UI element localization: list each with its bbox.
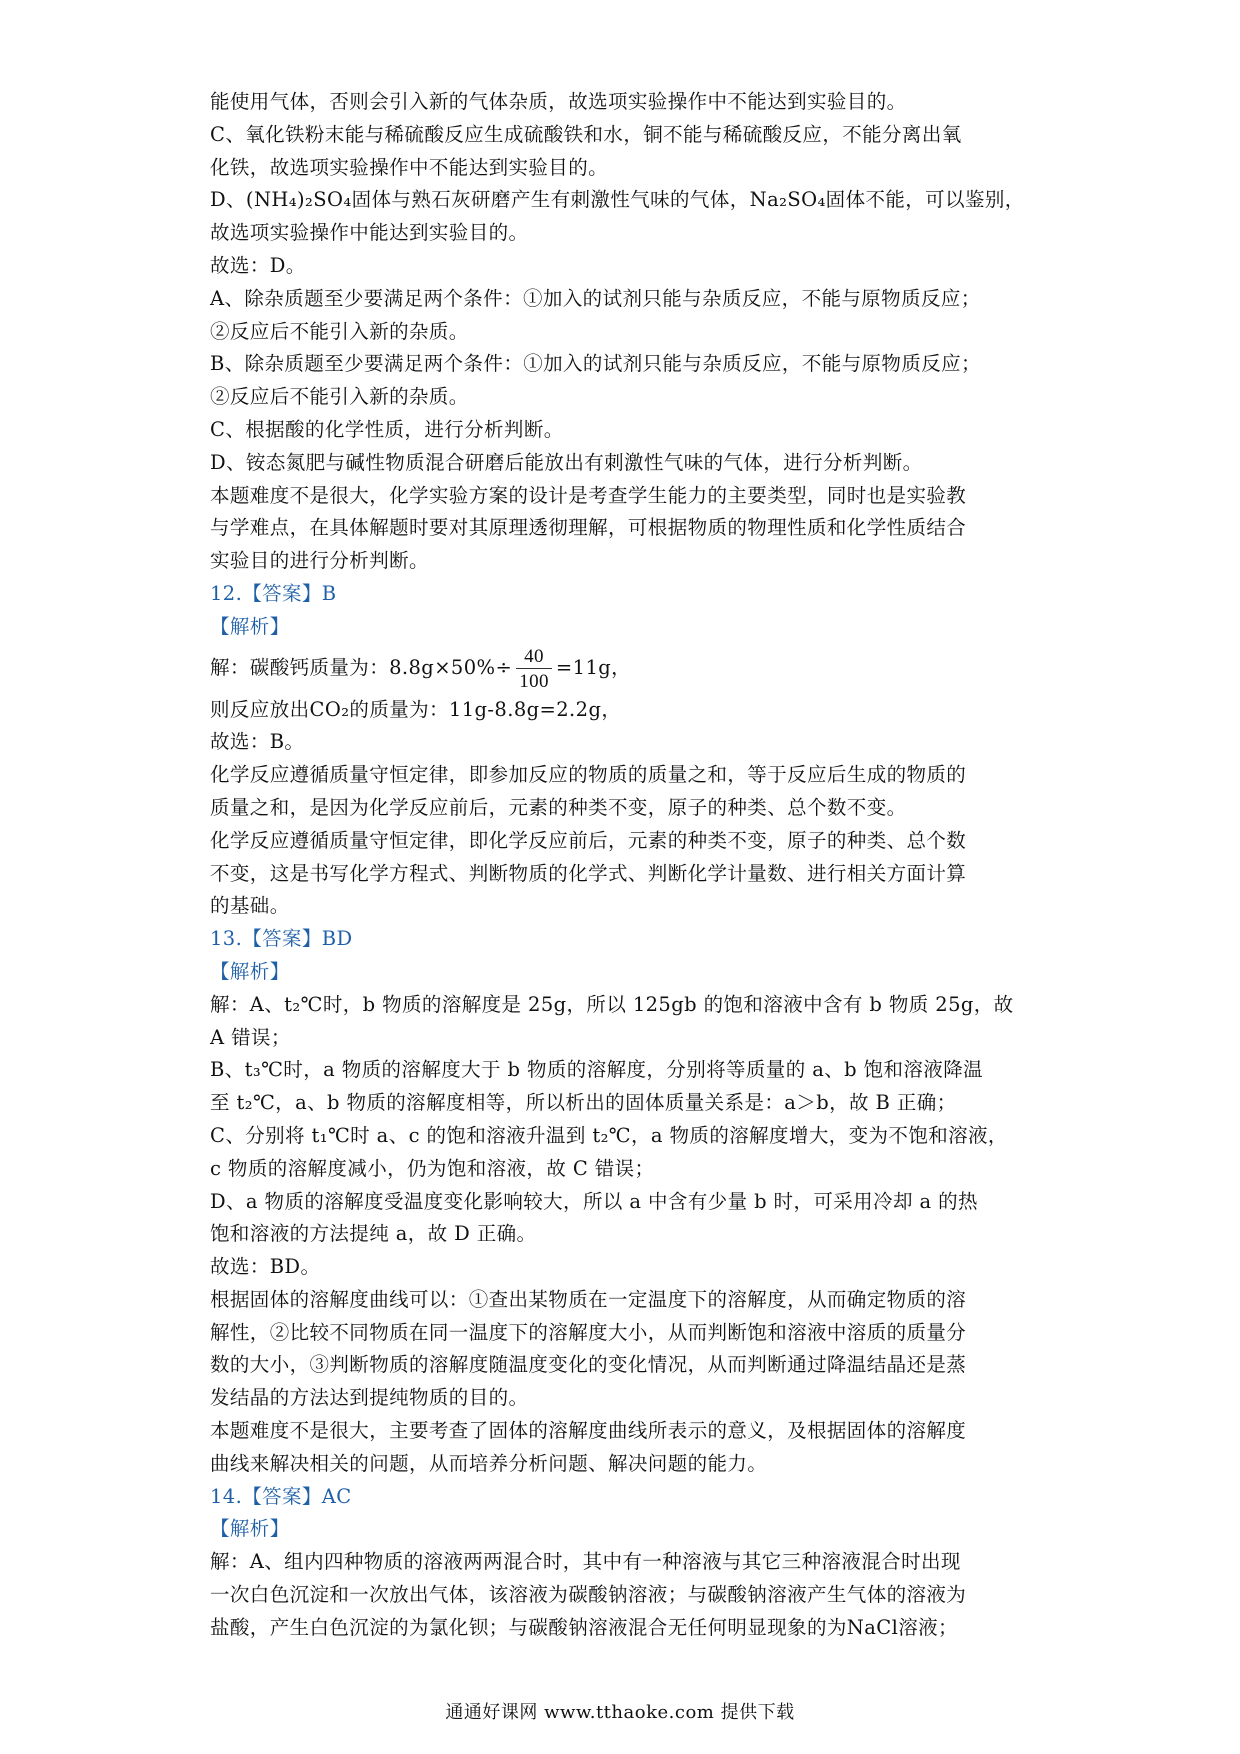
text-line: 化学反应遵循质量守恒定律，即化学反应前后，元素的种类不变，原子的种类、总个数	[210, 828, 967, 852]
text-line: D、a 物质的溶解度受温度变化影响较大，所以 a 中含有少量 b 时，可采用冷却 a 的热	[210, 1189, 978, 1213]
text-line: 曲线来解决相关的问题，从而培养分析问题、解决问题的能力。	[210, 1451, 768, 1475]
text-line: 根据固体的溶解度曲线可以：①查出某物质在一定温度下的溶解度，从而确定物质的溶	[210, 1287, 967, 1311]
text-line: 能使用气体，否则会引入新的气体杂质，故选项实验操作中不能达到实验目的。	[210, 90, 907, 113]
text-line: 饱和溶液的方法提纯 a，故 D 正确。	[210, 1222, 537, 1246]
q12-section	[210, 578, 1040, 923]
text-line: 发结晶的方法达到提纯物质的目的。	[210, 1386, 529, 1410]
q12-analysis-label: 【解析】	[210, 614, 290, 638]
fraction-denominator: 100	[519, 670, 549, 692]
text-line: 与学难点，在具体解题时要对其原理透彻理解，可根据物质的物理性质和化学性质结合	[210, 516, 967, 540]
text-line: 则反应放出CO₂的质量为：11g-8.8g=2.2g，	[210, 697, 622, 721]
q14-analysis-label: 【解析】	[210, 1517, 290, 1541]
q12-formula-line	[210, 646, 1040, 692]
text-line: 不变，这是书写化学方程式、判断物质的化学式、判断化学计量数、进行相关方面计算	[210, 861, 967, 885]
text-line: 化铁，故选项实验操作中不能达到实验目的。	[210, 155, 609, 179]
q12-fraction	[516, 647, 552, 691]
q13-answer-header: 13.【答案】BD	[210, 927, 353, 951]
text-line: C、根据酸的化学性质，进行分析判断。	[210, 417, 564, 441]
text-line: 至 t₂℃，a、b 物质的溶解度相等，所以析出的固体质量关系是：a＞b，故 B 正确；	[210, 1091, 957, 1115]
q13-explanation	[210, 989, 1040, 1481]
q14-section	[210, 1481, 1040, 1645]
page-footer: 通通好课网 www.tthaoke.com 提供下载	[445, 1702, 795, 1723]
text-line: 解性，②比较不同物质在同一温度下的溶解度大小，从而判断饱和溶液中溶质的质量分	[210, 1320, 967, 1344]
text-line: A、除杂质题至少要满足两个条件：①加入的试剂只能与杂质反应，不能与原物质反应；	[210, 286, 981, 310]
text-line: 本题难度不是很大，主要考查了固体的溶解度曲线所表示的意义，及根据固体的溶解度	[210, 1419, 967, 1443]
text-line: B、除杂质题至少要满足两个条件：①加入的试剂只能与杂质反应，不能与原物质反应；	[210, 352, 981, 376]
text-line: D、(NH₄)₂SO₄固体与熟石灰研磨产生有刺激性气味的气体，Na₂SO₄固体不能，可以鉴别，	[210, 188, 1025, 212]
text-line: 本题难度不是很大，化学实验方案的设计是考查学生能力的主要类型，同时也是实验教	[210, 483, 967, 507]
q12-formula-prefix: 解：碳酸钙质量为：8.8g×50%÷	[210, 656, 513, 680]
q14-explanation	[210, 1546, 1040, 1644]
text-line: C、分别将 t₁℃时 a、c 的饱和溶液升温到 t₂℃，a 物质的溶解度增大，变为不饱和溶液，	[210, 1123, 1008, 1147]
text-line: C、氧化铁粉末能与稀硫酸反应生成硫酸铁和水，铜不能与稀硫酸反应，不能分离出氧	[210, 122, 962, 146]
q12-formula-suffix: =11g，	[555, 656, 632, 680]
fraction-numerator: 40	[524, 645, 544, 667]
text-line: 故选：B。	[210, 730, 305, 754]
q13-analysis-label: 【解析】	[210, 959, 290, 983]
text-line: B、t₃℃时，a 物质的溶解度大于 b 物质的溶解度，分别将等质量的 a、b 饱和溶液降温	[210, 1058, 984, 1082]
text-line: 解：A、t₂℃时，b 物质的溶解度是 25g，所以 125gb 的饱和溶液中含有 b 物质 25g，故	[210, 992, 1014, 1016]
text-line: 数的大小，③判断物质的溶解度随温度变化的变化情况，从而判断通过降温结晶还是蒸	[210, 1353, 967, 1377]
q14-answer-header: 14.【答案】AC	[210, 1484, 352, 1508]
text-line: 质量之和，是因为化学反应前后，元素的种类不变，原子的种类、总个数不变。	[210, 795, 907, 819]
document-body	[210, 86, 1040, 1645]
text-line: 化学反应遵循质量守恒定律，即参加反应的物质的质量之和，等于反应后生成的物质的	[210, 763, 967, 787]
text-line: c 物质的溶解度减小，仍为饱和溶液，故 C 错误；	[210, 1156, 655, 1180]
text-line: D、铵态氮肥与碱性物质混合研磨后能放出有刺激性气味的气体，进行分析判断。	[210, 450, 923, 474]
text-line: 的基础。	[210, 894, 290, 918]
text-line: A 错误；	[210, 1025, 291, 1049]
text-line: 解：A、组内四种物质的溶液两两混合时，其中有一种溶液与其它三种溶液混合时出现	[210, 1550, 961, 1574]
text-line: 故选项实验操作中能达到实验目的。	[210, 221, 529, 245]
text-line: ②反应后不能引入新的杂质。	[210, 385, 469, 409]
q12-explanation	[210, 694, 1040, 924]
text-line: ②反应后不能引入新的杂质。	[210, 319, 469, 343]
q12-answer-header: 12.【答案】B	[210, 581, 337, 605]
text-line: 盐酸，产生白色沉淀的为氯化钡；与碳酸钠溶液混合无任何明显现象的为NaCl溶液；	[210, 1615, 958, 1639]
text-line: 故选：BD。	[210, 1255, 321, 1279]
text-line: 实验目的进行分析判断。	[210, 549, 429, 573]
q11-explanation-continued	[210, 86, 1040, 578]
q13-section	[210, 923, 1040, 1481]
text-line: 故选：D。	[210, 253, 306, 277]
text-line: 一次白色沉淀和一次放出气体，该溶液为碳酸钠溶液；与碳酸钠溶液产生气体的溶液为	[210, 1583, 967, 1607]
